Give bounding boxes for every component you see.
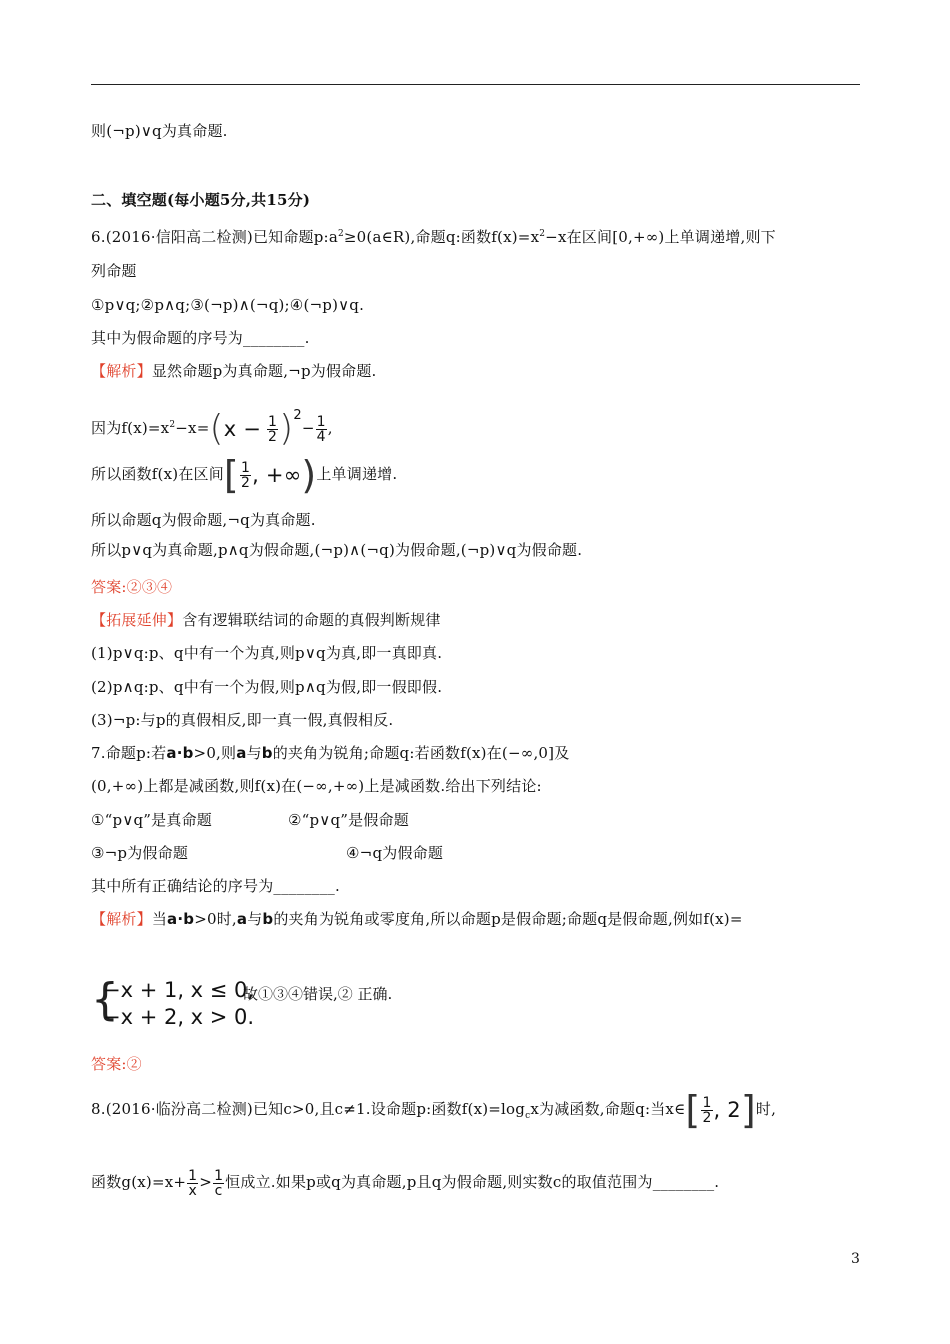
text-line: 其中所有正确结论的序号为________. xyxy=(91,877,340,895)
analysis-tag: 【解析】 xyxy=(91,910,152,928)
text-line: ①p∨q;②p∧q;③(¬p)∧(¬q);④(¬p)∨q. xyxy=(91,296,365,314)
problem-8-stem: 8.(2016·临汾高二检测)已知c>0,且c≠1.设命题p:函数$f(x)=\log_cx$为减函数,命题q:当x∈[ $\frac{1}{2}$ , 2]时, xyxy=(91,1088,777,1132)
math-line: 所以函数f(x)在区间[ $\frac{1}{2}$ , +∞)上单调递增. xyxy=(91,453,398,497)
math-line: 因为$f(x)=x^2-x=(x$ − $\frac{1}{2}$ )$^2$− $\frac{1}{4}$ , xyxy=(91,408,333,449)
extension-tag: 【拓展延伸】 xyxy=(91,611,183,629)
text-line: 所以p∨q为真命题,p∧q为假命题,(¬p)∧(¬q)为假命题,(¬p)∨q为假命题. xyxy=(91,541,583,559)
math-line: 函数g(x)=x+ $\frac{1}{x}$ > $\frac{1}{c}$ 恒成立.如果p或q为真命题,p且q为假命题,则实数c的取值范围为________. xyxy=(91,1167,720,1199)
text-line: 其中为假命题的序号为________. xyxy=(91,329,310,347)
text-line: 则(¬p)∨q为真命题. xyxy=(91,122,228,140)
answer-line: 答案:②③④ xyxy=(91,578,173,596)
text-line: (2)p∧q:p、q中有一个为假,则p∧q为假,即一假即假. xyxy=(91,678,443,696)
text-line: (1)p∨q:p、q中有一个为真,则p∨q为真,即一真即真. xyxy=(91,644,443,662)
options-line: ③¬p为假命题 ④¬q为假命题 xyxy=(91,844,444,862)
extension-line: 【拓展延伸】含有逻辑联结词的命题的真假判断规律 xyxy=(91,611,441,629)
text-line: 列命题 xyxy=(91,262,137,280)
text-line: (3)¬p:与p的真假相反,即一真一假,真假相反. xyxy=(91,711,394,729)
header-rule xyxy=(91,84,860,85)
section-heading: 二、填空题(每小题5分,共15分) xyxy=(91,191,311,209)
answer-line: 答案:② xyxy=(91,1055,142,1073)
analysis-line: 【解析】当a·b>0时,a与b的夹角为锐角或零度角,所以命题p是假命题;命题q是假命题,例如f(x)= xyxy=(91,910,743,928)
text-line: (0,+∞)上都是减函数,则f(x)在(−∞,+∞)上是减函数.给出下列结论: xyxy=(91,777,542,795)
page-number: 3 xyxy=(851,1251,860,1267)
problem-6-stem: 6.(2016·信阳高二检测)已知命题$p:a^2\ge 0(a\in R)$,命题q:函数$f(x)=x^2-x$在区间[0,+∞)上单调递增,则下 xyxy=(91,228,776,246)
analysis-line: 【解析】显然命题p为真命题,¬p为假命题. xyxy=(91,362,377,380)
options-line: ①“p∨q”是真命题 ②“p∨q”是假命题 xyxy=(91,811,409,829)
problem-7-stem: 7.命题p:若a·b>0,则a与b的夹角为锐角;命题q:若函数f(x)在(−∞,0]及 xyxy=(91,744,570,762)
analysis-tag: 【解析】 xyxy=(91,362,152,380)
text-line: 所以命题q为假命题,¬q为真命题. xyxy=(91,511,316,529)
